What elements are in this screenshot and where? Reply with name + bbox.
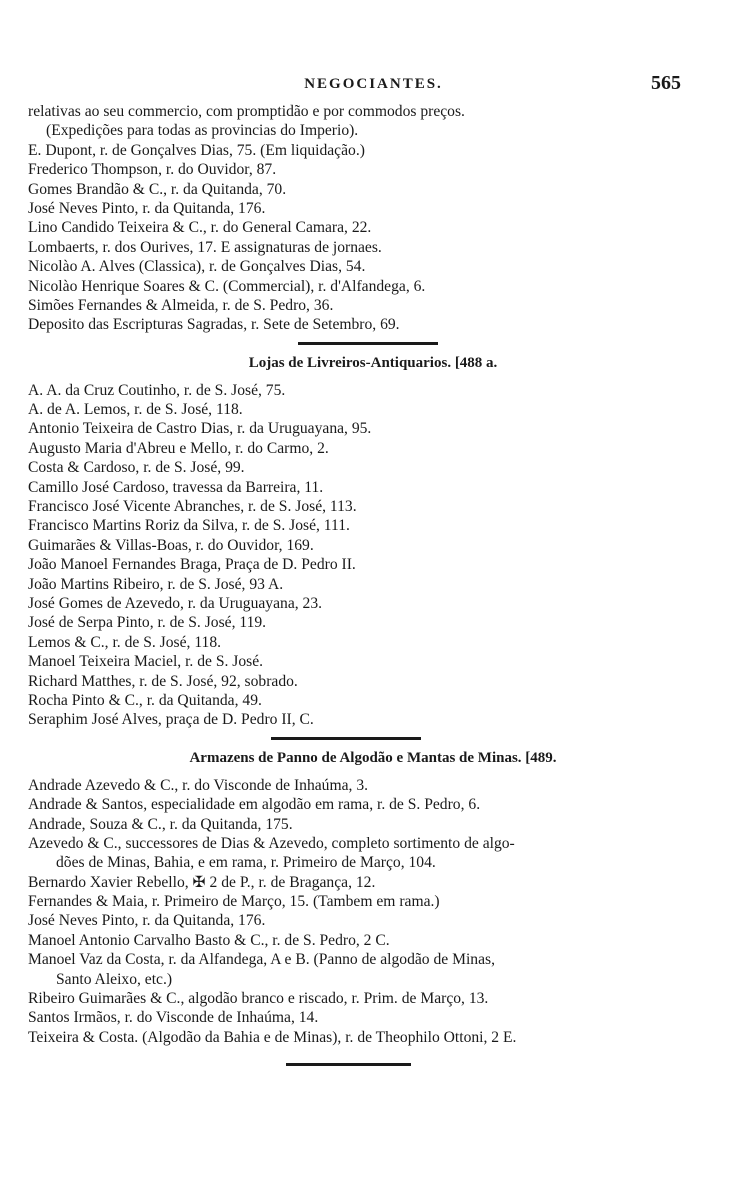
listing-line: Azevedo & C., successores de Dias & Azevedo, completo sortimento de algo- xyxy=(28,834,515,852)
listing-line: Lemos & C., r. de S. José, 118. xyxy=(28,633,222,651)
listing-line: Ribeiro Guimarães & C., algodão branco e riscado, r. Prim. de Março, 13. xyxy=(28,990,489,1008)
listing-line: (Expedições para todas as provincias do Imperio). xyxy=(46,122,359,140)
listing-line: José Neves Pinto, r. da Quitanda, 176. xyxy=(28,199,266,217)
listing-line: Camillo José Cardoso, travessa da Barreira, 11. xyxy=(28,478,324,496)
listing-line: Francisco José Vicente Abranches, r. de S. José, 113. xyxy=(28,498,357,516)
listing-line: Fernandes & Maia, r. Primeiro de Março, 15. (Tambem em rama.) xyxy=(28,893,440,911)
listing-line: Guimarães & Villas-Boas, r. do Ouvidor, 169. xyxy=(28,536,314,554)
listing-line: relativas ao seu commercio, com promptidão e por commodos preços. xyxy=(28,103,465,120)
listing-line: Andrade, Souza & C., r. da Quitanda, 175. xyxy=(28,815,293,833)
listing-line: Seraphim José Alves, praça de D. Pedro II, C. xyxy=(28,711,314,729)
listing-line: Gomes Brandão & C., r. da Quitanda, 70. xyxy=(28,180,287,198)
listing-block-cotton-warehouses xyxy=(28,776,718,1047)
listing-line: José Gomes de Azevedo, r. da Uruguayana, 23. xyxy=(28,594,323,612)
section-divider xyxy=(271,737,421,740)
page-number: 565 xyxy=(651,72,681,94)
listing-line: Simões Fernandes & Almeida, r. de S. Pedro, 36. xyxy=(28,296,334,314)
listing-line: Lino Candido Teixeira & C., r. do General Camara, 22. xyxy=(28,219,372,237)
listing-line: Frederico Thompson, r. do Ouvidor, 87. xyxy=(28,161,277,179)
listing-line: Santos Irmãos, r. do Visconde de Inhaúma, 14. xyxy=(28,1009,319,1027)
listing-line: Santo Aleixo, etc.) xyxy=(56,970,173,988)
listing-line: Nicolào Henrique Soares & C. (Commercial), r. d'Alfandega, 6. xyxy=(28,277,426,295)
listing-line: Teixeira & Costa. (Algodão da Bahia e de Minas), r. de Theophilo Ottoni, 2 E. xyxy=(28,1028,517,1046)
listing-line: Manoel Antonio Carvalho Basto & C., r. de S. Pedro, 2 C. xyxy=(28,931,390,949)
listing-line: Rocha Pinto & C., r. da Quitanda, 49. xyxy=(28,691,262,709)
listing-line: A. de A. Lemos, r. de S. José, 118. xyxy=(28,401,243,419)
section-title-cotton-warehouses: Armazens de Panno de Algodão e Mantas de Minas. [489. xyxy=(189,749,557,766)
listing-line: A. A. da Cruz Coutinho, r. de S. José, 75. xyxy=(28,381,286,399)
listing-block-booksellers-continued xyxy=(28,102,718,335)
listing-line: Francisco Martins Roriz da Silva, r. de S. José, 111. xyxy=(28,517,350,535)
listing-line: Lombaerts, r. dos Ourives, 17. E assignaturas de jornaes. xyxy=(28,238,382,256)
listing-line: Deposito das Escripturas Sagradas, r. Sete de Setembro, 69. xyxy=(28,316,400,334)
listing-line: José de Serpa Pinto, r. de S. José, 119. xyxy=(28,614,267,632)
running-header xyxy=(0,72,747,98)
end-divider xyxy=(286,1063,411,1066)
listing-line: Manoel Vaz da Costa, r. da Alfandega, A e B. (Panno de algodão de Minas, xyxy=(28,951,495,969)
listing-line: Augusto Maria d'Abreu e Mello, r. do Carmo, 2. xyxy=(28,439,329,457)
listing-line: E. Dupont, r. de Gonçalves Dias, 75. (Em liquidação.) xyxy=(28,141,365,159)
section-divider xyxy=(298,342,438,345)
listing-line: Andrade & Santos, especialidade em algodão em rama, r. de S. Pedro, 6. xyxy=(28,796,481,814)
listing-line: João Martins Ribeiro, r. de S. José, 93 A. xyxy=(28,575,284,593)
listing-line: Costa & Cardoso, r. de S. José, 99. xyxy=(28,459,245,477)
listing-line: dões de Minas, Bahia, e em rama, r. Primeiro de Março, 104. xyxy=(56,854,436,872)
listing-line: José Neves Pinto, r. da Quitanda, 176. xyxy=(28,912,266,930)
listing-block-antiquarian-booksellers xyxy=(28,381,718,730)
listing-line: Nicolào A. Alves (Classica), r. de Gonçalves Dias, 54. xyxy=(28,258,366,276)
section-title-antiquarian-booksellers: Lojas de Livreiros-Antiquarios. [488 a. xyxy=(248,354,498,371)
page-content xyxy=(28,102,718,1072)
listing-line: Andrade Azevedo & C., r. do Visconde de Inhaúma, 3. xyxy=(28,776,369,794)
listing-line: João Manoel Fernandes Braga, Praça de D. Pedro II. xyxy=(28,556,356,574)
listing-line: Bernardo Xavier Rebello, ✠ 2 de P., r. de Bragança, 12. xyxy=(28,873,376,891)
listing-line: Antonio Teixeira de Castro Dias, r. da Uruguayana, 95. xyxy=(28,420,372,438)
listing-line: Richard Matthes, r. de S. José, 92, sobrado. xyxy=(28,672,298,690)
header-title: NEGOCIANTES. xyxy=(304,76,443,92)
listing-line: Manoel Teixeira Maciel, r. de S. José. xyxy=(28,653,264,671)
